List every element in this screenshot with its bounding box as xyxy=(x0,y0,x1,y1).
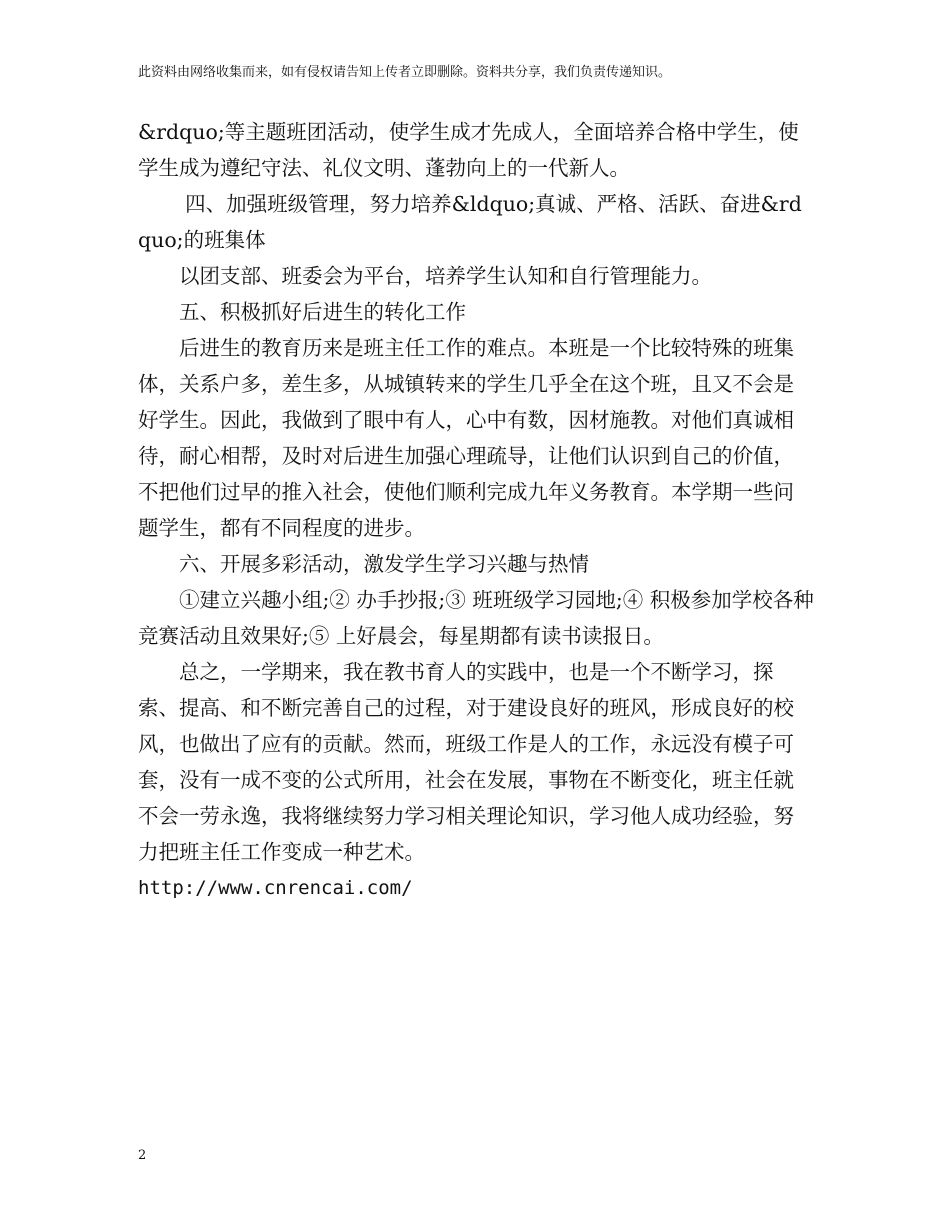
source-url: http://www.cnrencai.com/ xyxy=(138,877,413,899)
page-number: 2 xyxy=(138,1148,147,1163)
document-body xyxy=(138,114,814,906)
paragraph-1: &rdquo;等主题班团活动，使学生成才先成人，全面培养合格中学生，使学生成为遵纪守法、礼仪文明、蓬勃向上的一代新人。 xyxy=(138,120,799,180)
paragraph-2: 以团支部、班委会为平台，培养学生认知和自行管理能力。 xyxy=(179,264,712,288)
paragraph-5: 总之，一学期来，我在教书育人的实践中，也是一个不断学习，探索、提高、和不断完善自己的过程，对于建设良好的班风，形成良好的校风，也做出了应有的贡献。然而，班级工作是人的工作，永远没有模子可套，没有一成不变的公式所用，社会在发展，事物在不断变化，班主任就不会一劳永逸，我将继续努力学习相关理论知识，学习他人成功经验，努力把班主任工作变成一种艺术。 xyxy=(138,660,794,864)
section-heading-5: 五、积极抓好后进生的转化工作 xyxy=(179,300,466,324)
paragraph-4: ①建立兴趣小组;② 办手抄报;③ 班班级学习园地;④ 积极参加学校各种竞赛活动且效果好;⑤ 上好晨会，每星期都有读书读报日。 xyxy=(138,588,814,648)
header-notice: 此资料由网络收集而来，如有侵权请告知上传者立即删除。资料共分享，我们负责传递知识。 xyxy=(138,65,672,80)
paragraph-3: 后进生的教育历来是班主任工作的难点。本班是一个比较特殊的班集体，关系户多，差生多，从城镇转来的学生几乎全在这个班，且又不会是好学生。因此，我做到了眼中有人，心中有数，因材施教。对他们真诚相待，耐心相帮，及时对后进生加强心理疏导，让他们认识到自己的价值，不把他们过早的推入社会，使他们顺利完成九年义务教育。本学期一些问题学生，都有不同程度的进步。 xyxy=(138,336,794,540)
section-heading-6: 六、开展多彩活动，激发学生学习兴趣与热情 xyxy=(179,552,589,576)
section-heading-4: 四、加强班级管理，努力培养&ldquo;真诚、严格、活跃、奋进&rdquo;的班集体 xyxy=(138,192,802,252)
